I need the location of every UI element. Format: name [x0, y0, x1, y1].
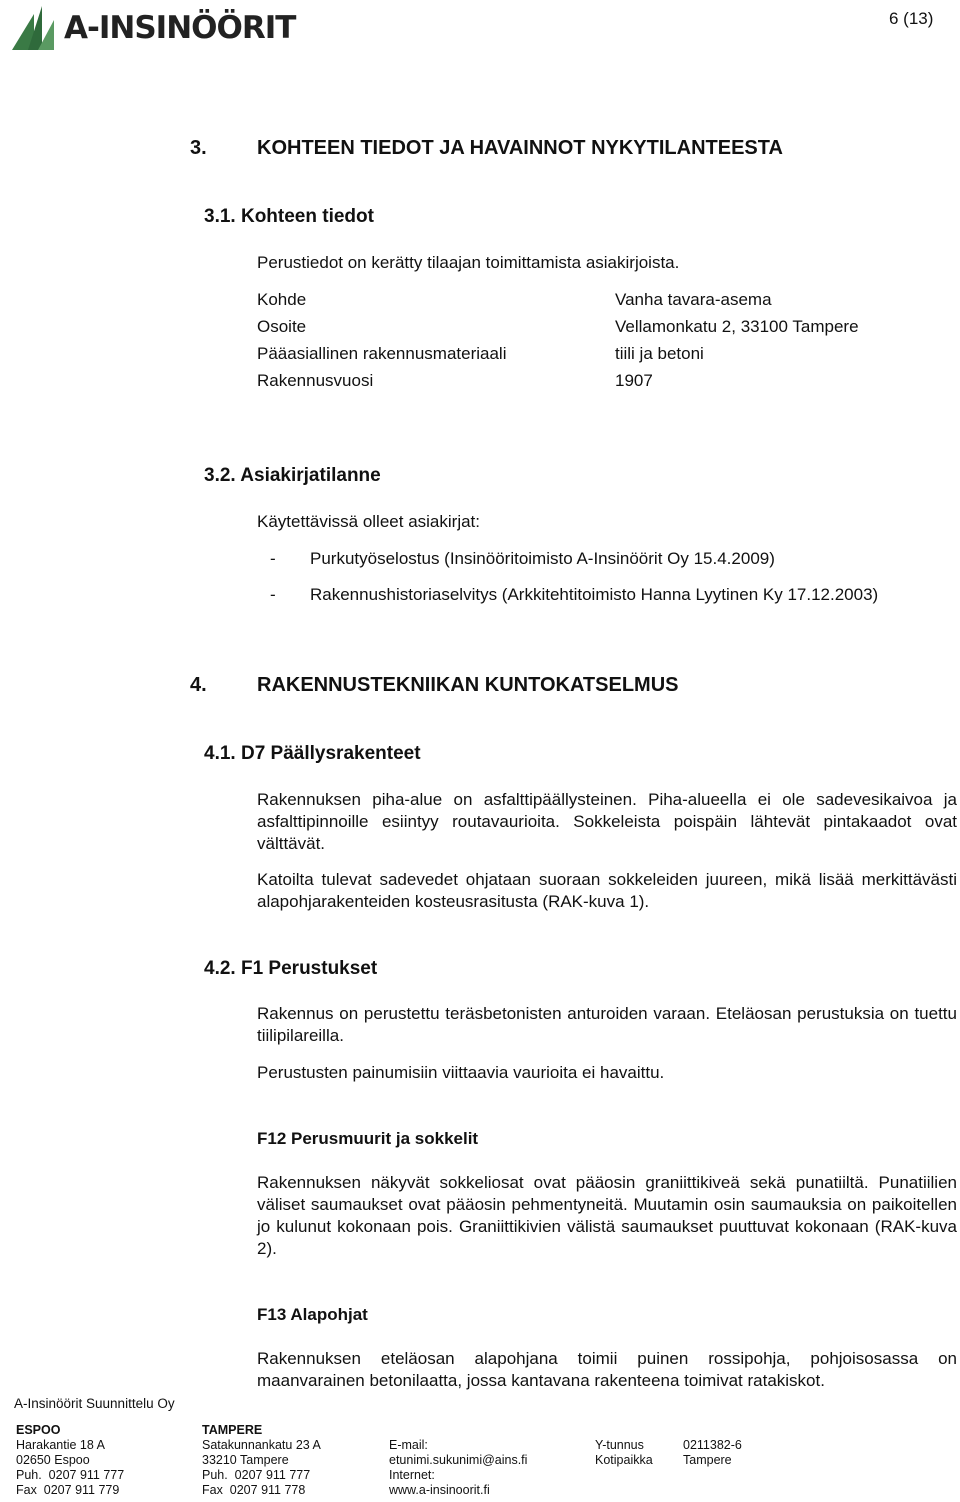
section-4-number: 4.: [190, 674, 207, 696]
section-4-1-title: D7 Päällysrakenteet: [240, 743, 421, 764]
section-4-2-number: 4.2.: [204, 958, 236, 979]
section-3-1-heading: [204, 206, 374, 228]
footer-espoo-phone: Puh. 0207 911 777: [16, 1468, 125, 1482]
section-3-1-intro: Perustiedot on kerätty tilaajan toimittamista asiakirjoista.: [257, 253, 680, 272]
section-3-title: KOHTEEN TIEDOT JA HAVAINNOT NYKYTILANTEESTA: [257, 137, 783, 159]
section-3-1-title: Kohteen tiedot: [240, 206, 374, 227]
section-4-1-number: 4.1.: [204, 743, 236, 764]
section-3-2-number: 3.2.: [204, 465, 236, 486]
f13-heading: F13 Alapohjat: [257, 1305, 368, 1324]
footer-tampere: [202, 1423, 321, 1498]
section-3-1-number: 3.1.: [204, 206, 236, 227]
footer-kotipaikka-label: Kotipaikka: [595, 1453, 653, 1467]
section-3-2-title: Asiakirjatilanne: [240, 465, 381, 486]
section-4-2-title: F1 Perustukset: [240, 958, 378, 979]
info-label-material: Pääasiallinen rakennusmateriaali: [257, 344, 507, 363]
info-value-material: tiili ja betoni: [615, 344, 704, 363]
document-item-2: Rakennushistoriaselvitys (Arkkitehtitoimisto Hanna Lyytinen Ky 17.12.2003): [310, 585, 879, 604]
footer-internet-label: Internet:: [389, 1468, 435, 1482]
info-label-year: Rakennusvuosi: [257, 371, 374, 390]
footer-ytunnus-value: 0211382-6: [683, 1438, 742, 1452]
section-4-1-paragraph-1: Rakennuksen piha-alue on asfalttipäällysteinen. Piha-alueella ei ole sadevesikaivoa ja asfalttipinnoille esiintyy routavaurioita. Sokkeleista poispäin lähtevät pintakaadot ovat välttävät.: [257, 790, 957, 853]
section-3-2-heading: [204, 465, 381, 487]
footer-tampere-street: Satakunnankatu 23 A: [202, 1438, 321, 1452]
section-4-2-heading: [204, 958, 377, 980]
footer-espoo-postal: 02650 Espoo: [16, 1453, 90, 1467]
info-value-osoite: Vellamonkatu 2, 33100 Tampere: [615, 317, 859, 336]
info-value-kohde: Vanha tavara-asema: [615, 290, 772, 309]
footer-kotipaikka-value: Tampere: [683, 1453, 732, 1467]
section-4-title: RAKENNUSTEKNIIKAN KUNTOKATSELMUS: [257, 674, 679, 696]
logo-wordmark: A-INSINÖÖRIT: [64, 10, 296, 46]
footer-email-link[interactable]: etunimi.sukunimi@ains.fi: [389, 1453, 528, 1467]
footer-tampere-postal: 33210 Tampere: [202, 1453, 289, 1467]
section-4-1-paragraph-2: Katoilta tulevat sadevedet ohjataan suoraan sokkeleiden juureen, mikä lisää merkittävästi alapohjarakenteiden kosteusrasitusta (RAK-kuva 1).: [257, 870, 957, 911]
footer-ytunnus-label: Y-tunnus: [595, 1438, 644, 1452]
bullet-dash-2: -: [270, 585, 276, 604]
footer-espoo-street: Harakantie 18 A: [16, 1438, 105, 1452]
section-3-2-intro: Käytettävissä olleet asiakirjat:: [257, 512, 480, 531]
footer-email-label: E-mail:: [389, 1438, 428, 1452]
footer-tampere-fax: Fax 0207 911 778: [202, 1483, 306, 1497]
footer-espoo: [16, 1423, 124, 1498]
footer-contact: [389, 1438, 527, 1498]
footer-espoo-fax: Fax 0207 911 779: [16, 1483, 120, 1497]
footer-espoo-title: ESPOO: [16, 1423, 61, 1437]
company-logo: [12, 6, 312, 52]
f13-paragraph: Rakennuksen eteläosan alapohjana toimii puinen rossipohja, pohjoisosassa on maanvarainen betonilaatta, jossa kantavana rakenteena toimivat ratakiskot.: [257, 1349, 957, 1390]
f12-paragraph: Rakennuksen näkyvät sokkeliosat ovat pääosin graniittikiveä sekä punatiiltä. Punatiilien väliset saumaukset ovat pääosin pehmentyneitä. Muutamin osin saumauksia on paikoitellen jo kulunut kokonaan pois. Graniittikivien välistä saumaukset puuttuvat kokonaan (RAK-kuva 2).: [257, 1173, 957, 1258]
info-label-kohde: Kohde: [257, 290, 307, 309]
footer-company: A-Insinöörit Suunnittelu Oy: [14, 1396, 175, 1411]
info-label-osoite: Osoite: [257, 317, 307, 336]
f12-heading: F12 Perusmuurit ja sokkelit: [257, 1129, 479, 1148]
logo-mark-icon: [12, 6, 56, 50]
section-4-1-heading: [204, 743, 421, 765]
info-value-year: 1907: [615, 371, 653, 390]
section-3-number: 3.: [190, 137, 207, 159]
section-4-2-paragraph-1: Rakennus on perustettu teräsbetonisten anturoiden varaan. Eteläosan perustuksia on tuettu tiilipilareilla.: [257, 1004, 957, 1045]
page-number: 6 (13): [889, 9, 934, 28]
document-item-1: Purkutyöselostus (Insinööritoimisto A-Insinöörit Oy 15.4.2009): [310, 549, 775, 568]
footer-tampere-phone: Puh. 0207 911 777: [202, 1468, 311, 1482]
section-4-2-paragraph-2: Perustusten painumisiin viittaavia vaurioita ei havaittu.: [257, 1063, 665, 1082]
footer-tampere-title: TAMPERE: [202, 1423, 263, 1437]
bullet-dash-1: -: [270, 549, 276, 568]
footer-website-link[interactable]: www.a-insinoorit.fi: [389, 1483, 490, 1497]
